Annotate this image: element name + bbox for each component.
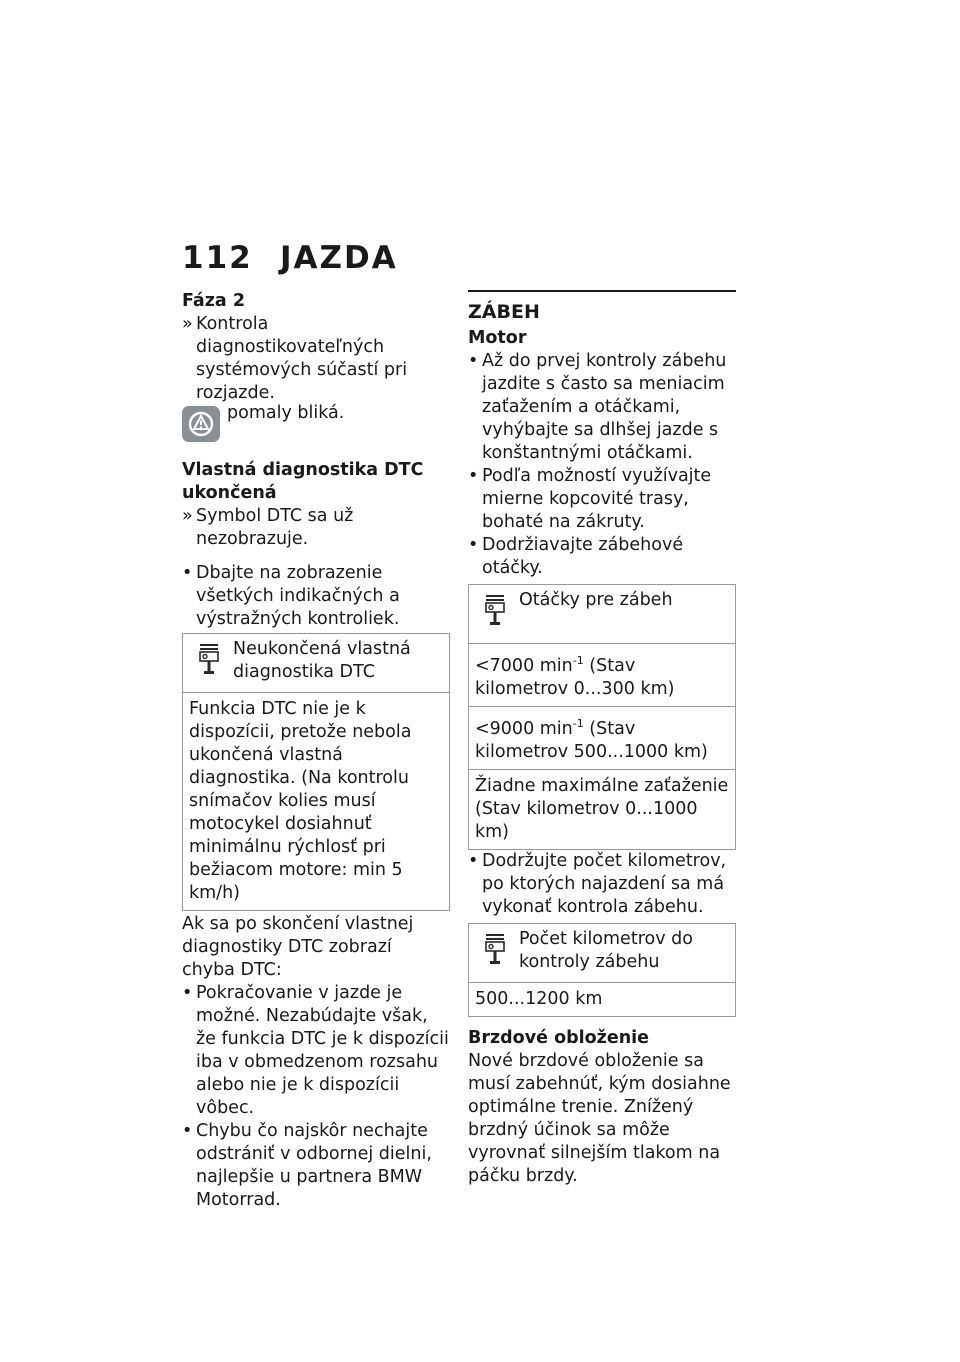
page-number: 112	[182, 240, 253, 276]
table-row: Žiadne maximálne zaťaženie (Stav kilometrov 0...1000 km)	[469, 769, 735, 849]
left-column	[182, 290, 450, 1212]
info-box-title: Počet kilometrov do kontroly zábehu	[519, 928, 693, 972]
dtc-warning-icon	[182, 406, 220, 442]
subsection-title: Brzdové obloženie	[468, 1027, 650, 1048]
bullet-icon: •	[468, 535, 479, 555]
info-box-value: 500...1200 km	[469, 982, 735, 1016]
list-item: • Chybu čo najskôr nechajte odstrániť v odbornej dielni, najlepšie u partnera BMW Motorrad.	[182, 1121, 432, 1210]
result-arrow-icon: »	[182, 314, 193, 334]
bullet-icon: •	[182, 983, 193, 1003]
piston-icon	[483, 932, 507, 973]
piston-icon	[483, 593, 507, 634]
list-item: • Dbajte na zobrazenie všetkých indikačných a výstražných kontroliek.	[182, 563, 400, 629]
paragraph: Ak sa po skončení vlastnej diagnostiky DTC zobrazí chyba DTC:	[182, 914, 414, 980]
bullet-icon: •	[468, 351, 479, 371]
warning-text: pomaly bliká.	[227, 403, 345, 423]
list-item: • Dodržiavajte zábehové otáčky.	[468, 535, 684, 578]
bullet-icon: •	[468, 466, 479, 486]
section-title: ZÁBEH	[468, 301, 540, 323]
result-arrow-icon: »	[182, 506, 193, 526]
phase-result: » Kontrola diagnostikovateľných systémových súčastí pri rozjazde.	[182, 314, 408, 403]
subsection-title: Motor	[468, 328, 527, 348]
table-row: <9000 $\min^{-1}$ (Stav kilometrov 500...1000 km)	[469, 706, 735, 769]
bullet-icon: •	[468, 850, 479, 871]
table-row: <7000 $\min^{-1}$ (Stav kilometrov 0...300 km)	[469, 643, 735, 706]
info-box-dtc	[182, 633, 450, 911]
info-box-text: Funkcia DTC nie je k dispozícii, pretože nebola ukončená vlastná diagnostika. (Na kontrolu snímačov kolies musí motocykel dosiahnuť minimálnu rýchlosť pri bežiacom motore: min 5 km/h)	[183, 692, 449, 910]
info-box-title: Otáčky pre zábeh	[519, 590, 673, 610]
piston-icon	[197, 642, 221, 683]
info-box-title: Neukončená vlastná diagnostika DTC	[233, 639, 411, 682]
selfdiag-title: Vlastná diagnostika DTC ukončená	[182, 460, 424, 503]
selfdiag-result: » Symbol DTC sa už nezobrazuje.	[182, 506, 354, 549]
list-item: • Pokračovanie v jazde je možné. Nezabúdajte však, že funkcia DTC je k dispozícii iba v obmedzenom rozsahu alebo nie je k dispozícii vôbec.	[182, 983, 449, 1118]
bullet-icon: •	[182, 563, 193, 583]
page-header	[182, 240, 398, 276]
warning-indicator-row	[182, 403, 450, 450]
info-box-rpm	[468, 584, 736, 850]
list-item: • Podľa možností využívajte mierne kopcovité trasy, bohaté na zákruty.	[468, 466, 712, 532]
phase-title: Fáza 2	[182, 291, 246, 311]
list-item: • Dodržujte počet kilometrov, po ktorých najazdení sa má vykonať kontrola zábehu.	[468, 850, 727, 917]
right-column	[468, 290, 736, 1188]
paragraph: Nové brzdové obloženie sa musí zabehnúť, kým dosiahne optimálne trenie. Znížený brzdný účinok sa môže vyrovnať silnejším tlakom na páčku brzdy.	[468, 1050, 731, 1186]
list-item: • Až do prvej kontroly zábehu jazdite s často sa meniacim zaťažením a otáčkami, vyhýbajte sa dlhšej jazde s konštantnými otáčkami.	[468, 351, 727, 463]
info-box-km	[468, 923, 736, 1017]
chapter-title: JAZDA	[280, 240, 398, 276]
section-divider	[468, 290, 736, 292]
bullet-icon: •	[182, 1121, 193, 1141]
